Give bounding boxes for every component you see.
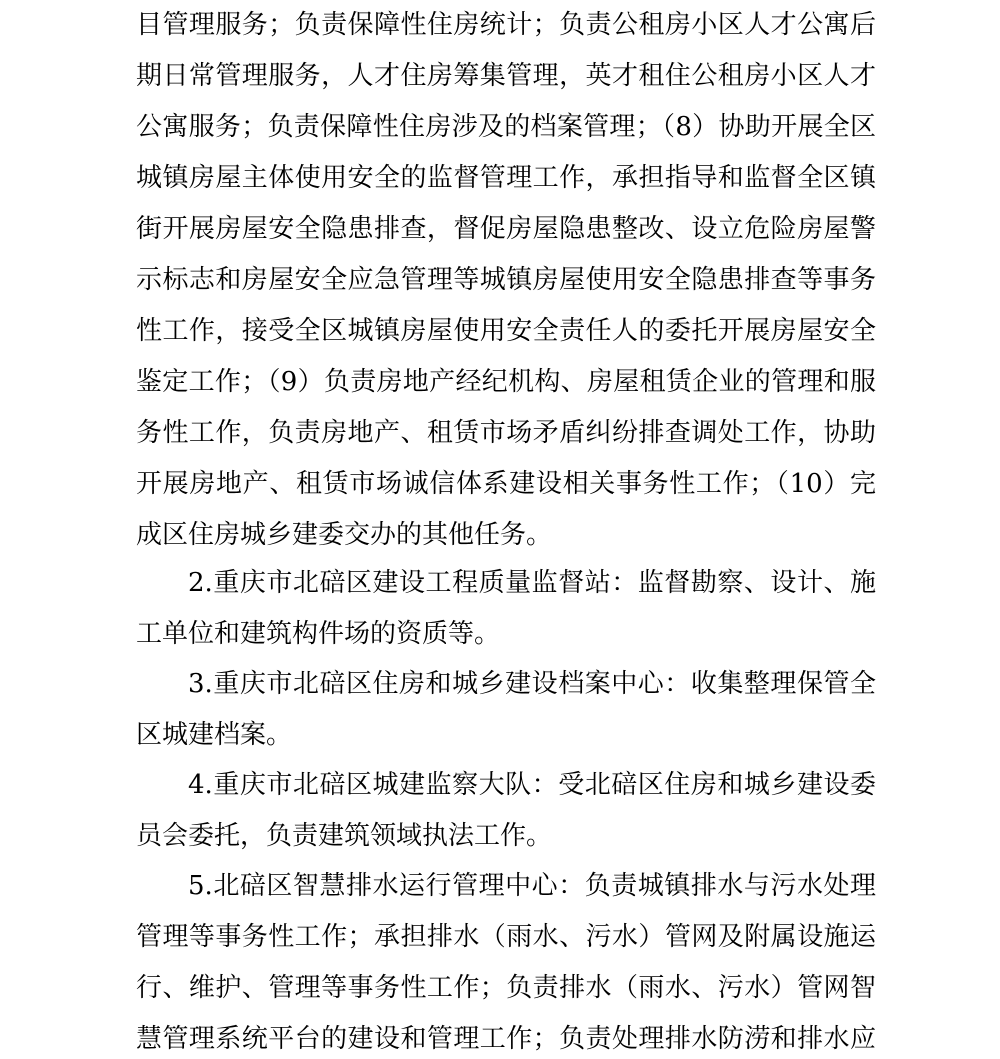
text-line: 员会委托，负责建筑领域执法工作。 (136, 821, 553, 851)
text-line: 城镇房屋主体使用安全的监督管理工作，承担指导和监督全区镇 (136, 163, 876, 193)
text-line: 期日常管理服务，人才住房筹集管理，英才租住公租房小区人才 (136, 61, 876, 91)
text-line: 开展房地产、租赁市场诚信体系建设相关事务性工作；（10）完 (136, 469, 876, 499)
text-line: 工单位和建筑构件场的资质等。 (136, 619, 501, 649)
text-line: 鉴定工作；（9）负责房地产经纪机构、房屋租赁企业的管理和服 (136, 367, 876, 397)
document-page (136, 0, 876, 1059)
text-line: 管理等事务性工作；承担排水（雨水、污水）管网及附属设施运 (136, 922, 876, 952)
text-line: 慧管理系统平台的建设和管理工作；负责处理排水防涝和排水应 (136, 1024, 876, 1054)
paragraph-first-line: 5.北碚区智慧排水运行管理中心：负责城镇排水与污水处理 (188, 871, 876, 901)
text-line: 成区住房城乡建委交办的其他任务。 (136, 520, 553, 550)
text-line: 街开展房屋安全隐患排查，督促房屋隐患整改、设立危险房屋警 (136, 214, 876, 244)
text-line: 性工作，接受全区城镇房屋使用安全责任人的委托开展房屋安全 (136, 316, 876, 346)
text-line: 区城建档案。 (136, 720, 293, 750)
text-line: 示标志和房屋安全应急管理等城镇房屋使用安全隐患排查等事务 (136, 265, 876, 295)
paragraph-first-line: 3.重庆市北碚区住房和城乡建设档案中心：收集整理保管全 (188, 669, 876, 699)
paragraph-first-line: 4.重庆市北碚区城建监察大队：受北碚区住房和城乡建设委 (188, 770, 876, 800)
paragraph-first-line: 2.重庆市北碚区建设工程质量监督站：监督勘察、设计、施 (188, 568, 876, 598)
text-line: 公寓服务；负责保障性住房涉及的档案管理；（8）协助开展全区 (136, 112, 876, 142)
text-line: 目管理服务；负责保障性住房统计；负责公租房小区人才公寓后 (136, 10, 876, 40)
text-line: 行、维护、管理等事务性工作；负责排水（雨水、污水）管网智 (136, 973, 876, 1003)
text-line: 务性工作，负责房地产、租赁市场矛盾纠纷排查调处工作，协助 (136, 418, 876, 448)
